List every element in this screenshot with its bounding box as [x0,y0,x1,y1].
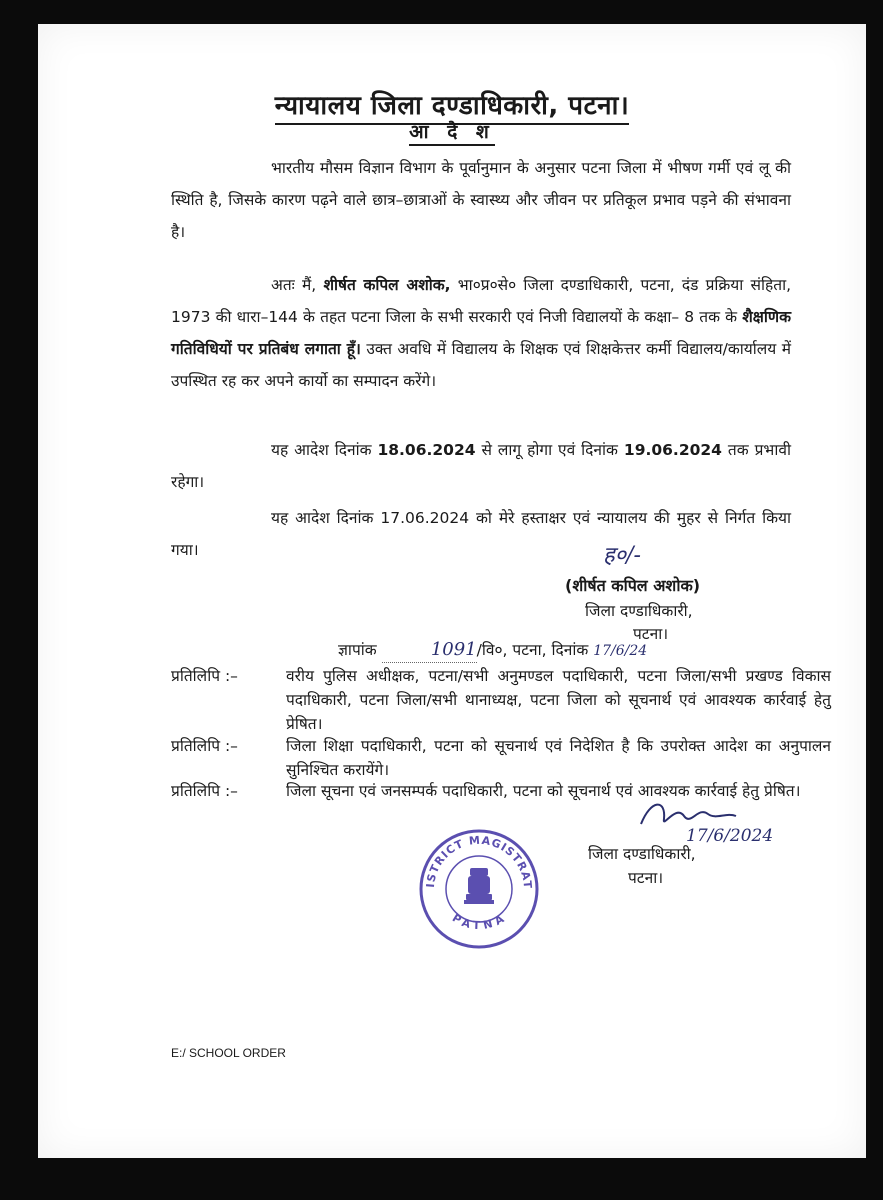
memo-label: ज्ञापांक [338,641,377,659]
paragraph-weather: भारतीय मौसम विज्ञान विभाग के पूर्वानुमान के अनुसार पटना जिला में भीषण गर्मी एवं लू की स्थिति है, जिसके कारण पढ़ने वाले छात्र–छात्राओं के स्वास्थ्य और जीवन पर प्रतिकूल प्रभाव पड़ने की संभावना है। [171,159,791,241]
seal-top-text: DISTRICT MAGISTRATE [408,814,535,890]
start-date: 18.06.2024 [377,441,476,459]
signatory-designation: जिला दण्डाधिकारी, [585,602,693,620]
signatory-place: पटना। [633,625,669,643]
court-title: न्यायालय जिला दण्डाधिकारी, पटना। [38,86,866,122]
memo-suffix: /वि०, पटना, दिनांक [476,641,589,659]
seal-bottom-text: PATNA [449,911,508,933]
order-heading: आ दे श [38,118,866,144]
document-page: न्यायालय जिला दण्डाधिकारी, पटना। आ दे श भारतीय मौसम विज्ञान विभाग के पूर्वानुमान के अनुसार पटना जिला में भीषण गर्मी एवं लू की स्थिति है, जिसके कारण पढ़ने वाले छात्र–छात्राओं के स्वास्थ्य और जीवन पर प्रतिकूल प्रभाव पड़ने की संभावना है। अतः मैं, शीर्षत कपिल अशोक, भा०प्र०से० जिला दण्डाधिकारी, पटना, दंड प्रक्रिया संहिता, 1973 की धारा–144 के तहत पटना जिला के सभी सरकारी एवं निजी विद्यालयों के कक्षा– 8 तक के शैक्षणिक गतिविधियों पर प्रतिबंध लगाता हूँ। उक्त अवधि में विद्यालय के शिक्षक एवं शिक्षकेत्तर कर्मी विद्यालय/कार्यालय में उपस्थित रह कर अपने कार्यो का सम्पादन करेंगे। यह आदेश दिनांक 18.06.2024 से लागू होगा एवं दिनांक 19.06.2024 तक प्रभावी रहेगा। यह आदेश दिनांक 17.06.2024 को मेरे हस्ताक्षर एवं न्यायालय की मुहर से निर्गत किया गया। ह०/- (शीर्षत कपिल अशोक) जिला दण्डाधिकारी, पटना। ज्ञापांक 1091/वि०, पटना, दिनांक 17/6/24 प्रतिलिपि :– वरीय पुलिस अधीक्षक, पटना/सभी अनुमण्डल पदाधिकारी, पटना जिला/सभी प्रखण्ड विकास पदाधिकारी, पटना जिला/सभी थानाध्यक्ष, पटना जिला को सूचनार्थ एवं आवश्यक कार्रवाई हेतु प्रेषित। प्रतिलिपि :– जिला शिक्षा पदाधिकारी, पटना को सूचनार्थ एवं निदेशित है कि उपरोक्त आदेश का अनुपालन सुनिश्चित करायेंगे। प्रतिलिपि :– जिला सूचना एवं जनसम्पर्क पदाधिकारी, पटना को सूचनार्थ एवं आवश्यक कार्रवाई हेतु प्रेषित। 17/6/2024 जिला दण्डाधिकारी, पटना। DISTRICT MAGISTRATE PATNA E:/ SCHOOL ORDER [38,24,866,1158]
memo-date: 17/6/24 [593,643,648,659]
memo-number: 1091 [382,638,477,663]
second-designation: जिला दण्डाधिकारी, [588,845,696,863]
magistrate-name: शीर्षत कपिल अशोक, [323,276,451,294]
paragraph-issued: यह आदेश दिनांक 17.06.2024 को मेरे हस्ताक्षर एवं न्यायालय की मुहर से निर्गत किया गया। [171,509,791,559]
end-date: 19.06.2024 [623,441,722,459]
signature-initials: ह०/- [603,543,641,568]
signature-date: 17/6/2024 [686,826,774,846]
signatory-name: (शीर्षत कपिल अशोक) [565,576,701,595]
district-magistrate-seal [408,814,544,954]
memo-line [338,638,647,663]
paragraph-dates: यह आदेश दिनांक 18.06.2024 से लागू होगा एवं दिनांक 19.06.2024 तक प्रभावी रहेगा। [171,441,791,491]
ban-statement: शैक्षणिक गतिविधियों पर प्रतिबंध लगाता हूँ। [171,308,791,358]
second-place: पटना। [628,869,664,887]
file-reference: E:/ SCHOOL ORDER [171,1046,286,1060]
emblem-icon [464,868,494,904]
paragraph-order: अतः मैं, शीर्षत कपिल अशोक, भा०प्र०से० जिला दण्डाधिकारी, पटना, दंड प्रक्रिया संहिता, 1973 की धारा–144 के तहत पटना जिला के सभी सरकारी एवं निजी विद्यालयों के कक्षा– 8 तक के शैक्षणिक गतिविधियों पर प्रतिबंध लगाता हूँ। उक्त अवधि में विद्यालय के शिक्षक एवं शिक्षकेत्तर कर्मी विद्यालय/कार्यालय में उपस्थित रह कर अपने कार्यो का सम्पादन करेंगे। [171,276,792,390]
